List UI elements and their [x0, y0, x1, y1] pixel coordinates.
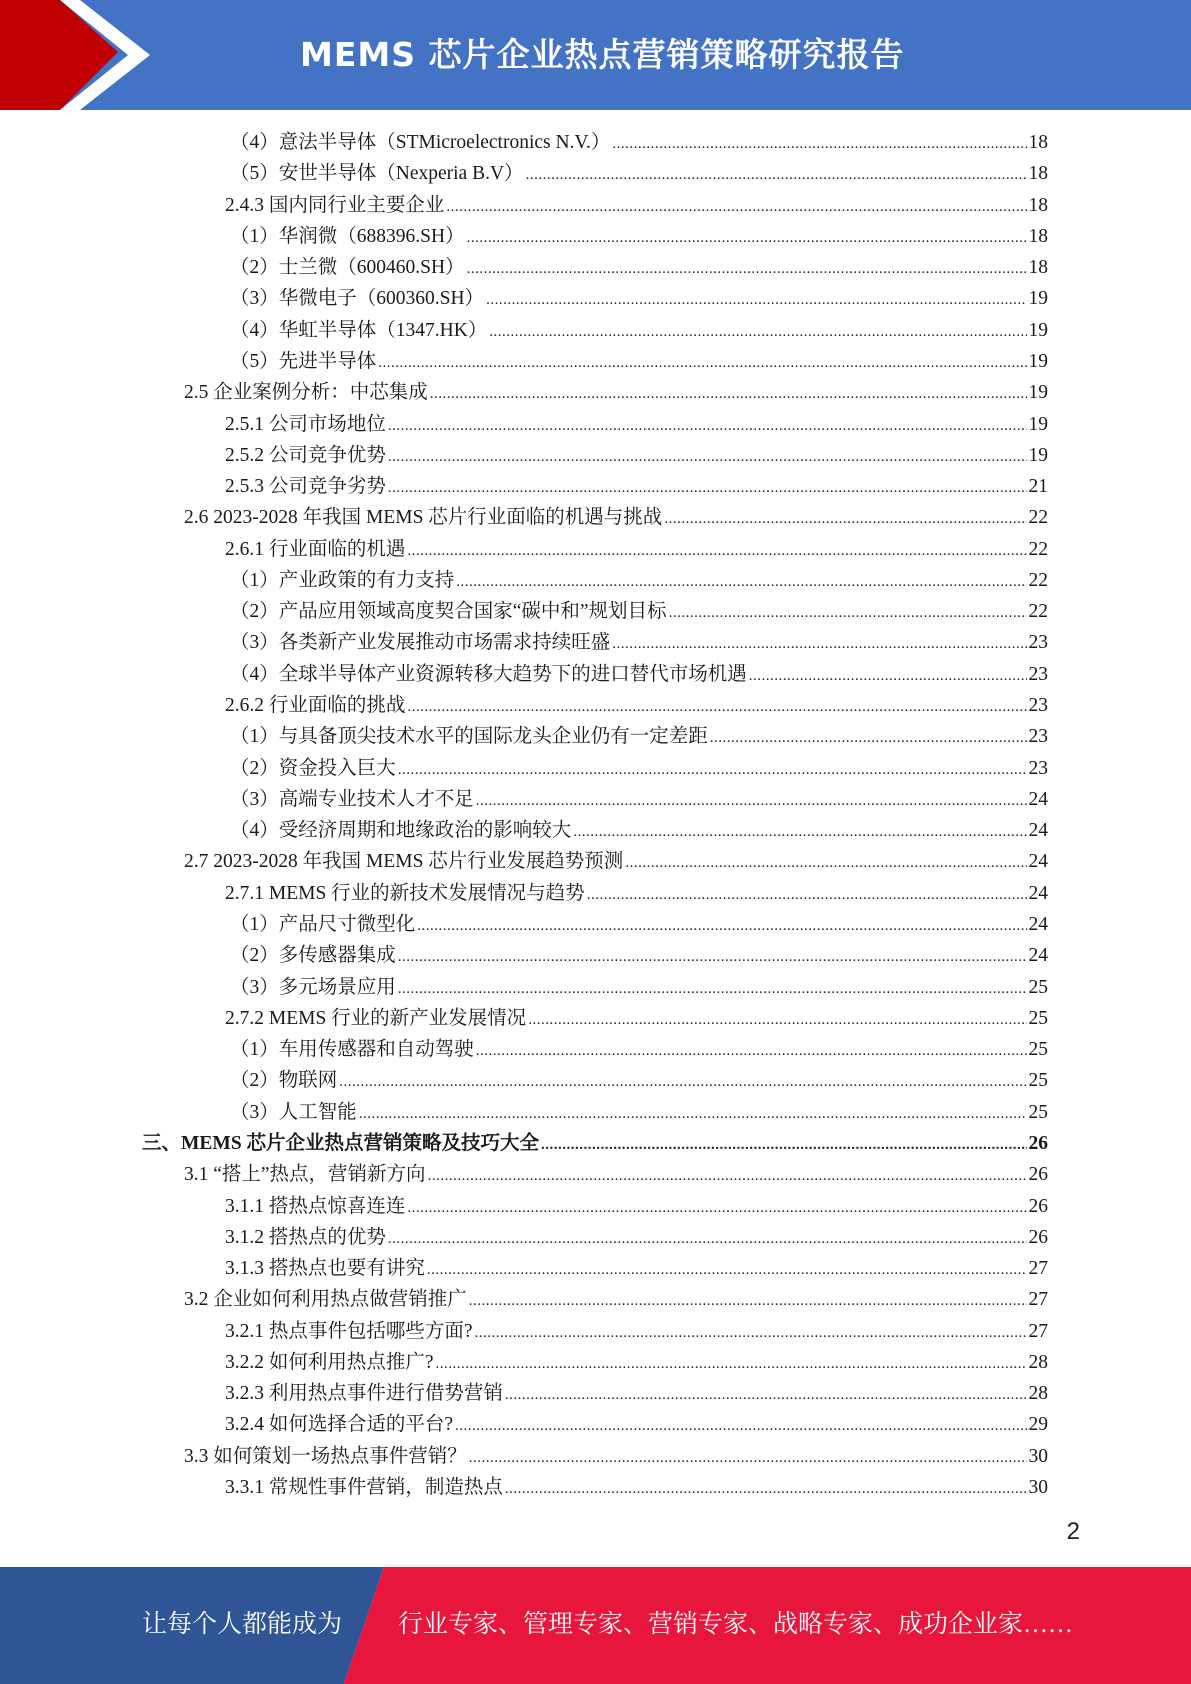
toc-entry-label: 3.3 如何策划一场热点事件营销？ [184, 1445, 467, 1467]
header-title: MEMS 芯片企业热点营销策略研究报告 [300, 35, 905, 74]
toc-entry-page: 27 [1028, 1320, 1048, 1342]
toc-entry-page: 28 [1028, 1383, 1048, 1405]
toc-entry-page: 26 [1028, 1226, 1048, 1248]
toc-entry[interactable] [184, 1159, 1048, 1190]
page-number: 2 [1066, 1518, 1080, 1545]
toc-dot-leader [428, 1161, 1027, 1192]
toc-entry-label: 3.1.3 搭热点也要有讲究 [225, 1258, 425, 1280]
toc-dot-leader [469, 1286, 1027, 1317]
toc-entry-page: 19 [1028, 413, 1048, 435]
toc-entry-page: 27 [1028, 1258, 1048, 1280]
toc-entry[interactable] [225, 471, 1048, 502]
toc-dot-leader [398, 755, 1027, 786]
toc-entry-label: 3.2.2 如何利用热点推广? [225, 1351, 434, 1373]
toc-entry[interactable] [230, 346, 1048, 377]
toc-entry-page: 24 [1028, 820, 1048, 842]
toc-entry[interactable] [230, 252, 1048, 283]
toc-dot-leader [612, 129, 1026, 160]
toc-entry-label: 3.1 “搭上”热点，营销新方向 [184, 1164, 426, 1186]
toc-dot-leader [475, 1318, 1027, 1349]
toc-entry[interactable] [230, 659, 1048, 690]
toc-entry-label: （2）产品应用领域高度契合国家“碳中和”规划目标 [230, 601, 667, 623]
toc-entry-page: 18 [1028, 132, 1048, 153]
toc-entry-page: 22 [1028, 538, 1048, 560]
toc-entry-page: 22 [1028, 601, 1048, 623]
toc-dot-leader [378, 348, 1026, 379]
toc-entry-label: （3）华微电子（600360.SH） [230, 288, 485, 310]
toc-entry[interactable] [225, 1378, 1048, 1409]
toc-entry-page: 27 [1028, 1289, 1048, 1311]
toc-dot-leader [388, 1224, 1027, 1255]
toc-entry-page: 25 [1028, 1039, 1048, 1061]
toc-dot-leader [528, 1005, 1026, 1036]
toc-entry[interactable] [230, 721, 1048, 752]
toc-entry-page: 23 [1028, 663, 1048, 685]
toc-entry[interactable] [230, 753, 1048, 784]
toc-dot-leader [339, 1067, 1026, 1098]
toc-entry[interactable] [225, 409, 1048, 440]
toc-entry-label: （2）物联网 [230, 1070, 338, 1092]
toc-entry[interactable] [184, 502, 1048, 533]
toc-entry-label: 三、MEMS 芯片企业热点营销策略及技巧大全 [142, 1132, 540, 1154]
toc-entry-label: （3）各类新产业发展推动市场需求持续旺盛 [230, 632, 611, 654]
toc-dot-leader [573, 817, 1026, 848]
toc-entry[interactable] [225, 1347, 1048, 1378]
toc-entry-page: 19 [1028, 350, 1048, 372]
toc-entry-page: 26 [1028, 1195, 1048, 1217]
toc-dot-leader [407, 692, 1026, 723]
toc-dot-leader [526, 160, 1027, 191]
toc-dot-leader [417, 911, 1026, 942]
toc-entry-page: 23 [1028, 726, 1048, 748]
toc-entry-label: （2）士兰微（600460.SH） [230, 257, 465, 279]
toc-entry-label: （1）华润微（688396.SH） [230, 225, 465, 247]
toc-entry-page: 24 [1028, 914, 1048, 935]
toc-dot-leader [541, 1130, 1026, 1161]
toc-entry[interactable] [230, 315, 1048, 346]
toc-entry[interactable] [225, 440, 1048, 471]
toc-entry-label: 3.1.2 搭热点的优势 [225, 1226, 386, 1248]
toc-dot-leader [436, 1349, 1027, 1380]
toc-dot-leader [612, 629, 1026, 660]
toc-dot-leader [749, 661, 1027, 692]
toc-entry-page: 24 [1028, 788, 1048, 810]
toc-entry-label: （3）人工智能 [230, 1101, 357, 1123]
toc-entry[interactable] [184, 377, 1048, 408]
toc-entry-label: （2）资金投入巨大 [230, 757, 396, 779]
footer-slogan-right: 行业专家、管理专家、营销专家、战略专家、成功企业家…… [398, 1611, 1074, 1638]
toc-entry-page: 30 [1028, 1445, 1048, 1467]
toc-entry-label: 2.7 2023-2028 年我国 MEMS 芯片行业发展趋势预测 [184, 851, 624, 873]
toc-entry[interactable] [225, 1222, 1048, 1253]
toc-entry-page: 25 [1028, 1101, 1048, 1123]
toc-entry-page: 26 [1028, 1164, 1048, 1186]
toc-entry[interactable] [225, 190, 1048, 221]
toc-entry[interactable] [225, 878, 1048, 909]
toc-entry-page: 18 [1028, 194, 1048, 216]
toc-dot-leader [587, 880, 1027, 911]
toc-entry-label: 2.6.2 行业面临的挑战 [225, 695, 406, 717]
toc-dot-leader [388, 473, 1027, 504]
toc-entry-page: 19 [1028, 288, 1048, 310]
toc-entry[interactable] [230, 596, 1048, 627]
toc-dot-leader [505, 1380, 1027, 1411]
toc-entry[interactable] [230, 1034, 1048, 1065]
toc-entry-page: 24 [1028, 882, 1048, 904]
toc-entry[interactable] [230, 127, 1048, 158]
toc-entry[interactable] [142, 1128, 1048, 1159]
toc-entry[interactable] [230, 158, 1048, 189]
toc-entry[interactable] [225, 1191, 1048, 1222]
toc-entry[interactable] [225, 1253, 1048, 1284]
toc-entry[interactable] [184, 1284, 1048, 1315]
toc-entry-label: 3.2.1 热点事件包括哪些方面? [225, 1320, 473, 1342]
toc-entry-page: 19 [1028, 382, 1048, 404]
toc-dot-leader [407, 536, 1026, 567]
toc-entry-page: 30 [1028, 1477, 1048, 1499]
toc-entry-page: 25 [1028, 1070, 1048, 1092]
toc-entry[interactable] [230, 1097, 1048, 1128]
toc-dot-leader [388, 442, 1027, 473]
toc-entry-label: 3.1.1 搭热点惊喜连连 [225, 1195, 406, 1217]
toc-entry[interactable] [230, 784, 1048, 815]
toc-entry-page: 18 [1028, 257, 1048, 279]
toc-dot-leader [359, 1099, 1027, 1130]
toc-entry-page: 28 [1028, 1351, 1048, 1373]
toc-entry-label: （5）先进半导体 [230, 350, 377, 372]
toc-entry-page: 18 [1028, 225, 1048, 247]
toc-dot-leader [430, 379, 1027, 410]
toc-entry-label: 2.4.3 国内同行业主要企业 [225, 194, 445, 216]
toc-entry-label: （4）华虹半导体（1347.HK） [230, 319, 488, 341]
toc-entry-label: 3.3.1 常规性事件营销，制造热点 [225, 1477, 503, 1499]
toc-entry-page: 23 [1028, 757, 1048, 779]
toc-entry-label: 3.2.3 利用热点事件进行借势营销 [225, 1383, 503, 1405]
toc-entry-page: 18 [1028, 163, 1048, 185]
toc-entry[interactable] [230, 972, 1048, 1003]
toc-dot-leader [476, 1036, 1027, 1067]
toc-entry[interactable] [230, 940, 1048, 971]
toc-entry-label: （2）多传感器集成 [230, 945, 396, 967]
toc-entry-page: 24 [1028, 851, 1048, 873]
toc-dot-leader [456, 567, 1026, 598]
toc-dot-leader [669, 598, 1027, 629]
toc-entry-label: （1）产品尺寸微型化 [230, 914, 416, 935]
toc-entry[interactable] [225, 690, 1048, 721]
toc-entry[interactable] [230, 565, 1048, 596]
toc-entry[interactable] [184, 846, 1048, 877]
toc-dot-leader [398, 942, 1027, 973]
footer-slogan-left: 让每个人都能成为 [142, 1611, 343, 1638]
toc-entry-label: （1）车用传感器和自动驾驶 [230, 1039, 474, 1061]
toc-dot-leader [398, 974, 1027, 1005]
toc-entry-page: 25 [1028, 1007, 1048, 1029]
toc-entry-label: 2.5 企业案例分析：中芯集成 [184, 382, 428, 404]
toc-dot-leader [625, 848, 1026, 879]
toc-entry-page: 23 [1028, 632, 1048, 654]
toc-entry-label: 2.6.1 行业面临的机遇 [225, 538, 406, 560]
toc-entry-label: 2.7.1 MEMS 行业的新技术发展情况与趋势 [225, 882, 585, 904]
toc-dot-leader [427, 1255, 1027, 1286]
toc-entry-page: 29 [1028, 1414, 1048, 1436]
toc-entry[interactable] [230, 815, 1048, 846]
toc-dot-leader [664, 504, 1026, 535]
toc-entry[interactable] [225, 1003, 1048, 1034]
toc-entry-page: 22 [1028, 569, 1048, 591]
toc-entry-label: （1）与具备顶尖技术水平的国际龙头企业仍有一定差距 [230, 726, 708, 748]
toc-dot-leader [388, 411, 1027, 442]
toc-entry-page: 24 [1028, 945, 1048, 967]
toc-entry-label: （1）产业政策的有力支持 [230, 569, 455, 591]
toc-entry-label: 2.5.1 公司市场地位 [225, 413, 386, 435]
toc-entry[interactable] [230, 909, 1048, 940]
toc-entry[interactable] [230, 221, 1048, 252]
toc-entry[interactable] [184, 1441, 1048, 1472]
page-header [0, 0, 1191, 110]
toc-entry-page: 19 [1028, 444, 1048, 466]
toc-entry-label: （4）受经济周期和地缘政治的影响较大 [230, 820, 572, 842]
toc-dot-leader [489, 317, 1026, 348]
toc-entry-label: 3.2.4 如何选择合适的平台? [225, 1414, 454, 1436]
toc-entry-label: 3.2 企业如何利用热点做营销推广 [184, 1289, 467, 1311]
toc-dot-leader [486, 285, 1026, 316]
toc-entry-label: （3）多元场景应用 [230, 976, 396, 998]
toc-entry[interactable] [225, 1409, 1048, 1440]
toc-entry-label: （3）高端专业技术人才不足 [230, 788, 474, 810]
toc-dot-leader [446, 192, 1026, 223]
toc-entry-page: 22 [1028, 507, 1048, 529]
toc-entry[interactable] [230, 627, 1048, 658]
toc-dot-leader [469, 1443, 1027, 1474]
toc-dot-leader [455, 1411, 1026, 1442]
toc-dot-leader [710, 723, 1027, 754]
toc-entry-label: 2.6 2023-2028 年我国 MEMS 芯片行业面临的机遇与挑战 [184, 507, 663, 529]
toc-dot-leader [467, 223, 1027, 254]
toc-entry-label: 2.5.2 公司竞争优势 [225, 444, 386, 466]
toc-entry-label: （4）意法半导体（STMicroelectronics N.V.） [230, 132, 611, 153]
toc-entry-label: （4）全球半导体产业资源转移大趋势下的进口替代市场机遇 [230, 663, 747, 685]
toc-entry-page: 26 [1028, 1132, 1048, 1154]
toc-entry-page: 19 [1028, 319, 1048, 341]
toc-entry[interactable] [230, 283, 1048, 314]
toc-dot-leader [505, 1474, 1027, 1505]
toc-dot-leader [407, 1193, 1026, 1224]
toc-entry-label: 2.5.3 公司竞争劣势 [225, 476, 386, 498]
toc-entry[interactable] [225, 1316, 1048, 1347]
toc-entry[interactable] [225, 1472, 1048, 1503]
toc-entry-page: 21 [1028, 476, 1048, 498]
toc-entry-page: 23 [1028, 695, 1048, 717]
toc-entry[interactable] [230, 1065, 1048, 1096]
toc-entry-label: 2.7.2 MEMS 行业的新产业发展情况 [225, 1007, 527, 1029]
toc-dot-leader [467, 254, 1027, 285]
toc-entry[interactable] [225, 534, 1048, 565]
toc-entry-page: 25 [1028, 976, 1048, 998]
page-footer [0, 1567, 1191, 1684]
toc-entry-label: （5）安世半导体（Nexperia B.V） [230, 163, 524, 185]
toc-dot-leader [476, 786, 1027, 817]
